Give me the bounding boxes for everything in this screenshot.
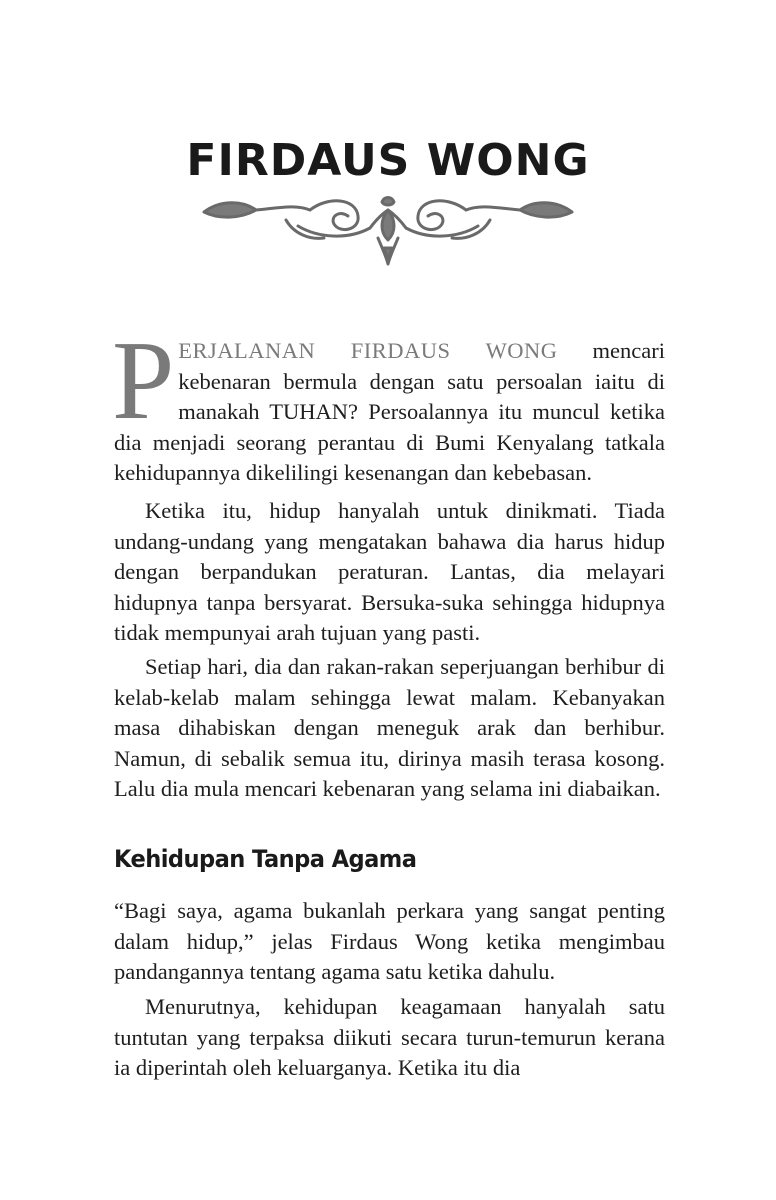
paragraph-3 — [114, 652, 665, 805]
paragraph-text: “Bagi saya, agama bukanlah perkara yang sangat penting dalam hidup,” jelas Firdaus Wong ketika mengimbau pandangannya tentang agama satu ketika dahulu. — [114, 898, 665, 984]
paragraph-5 — [114, 992, 665, 1084]
paragraph-1 — [112, 319, 665, 489]
drop-cap: P — [112, 319, 175, 443]
paragraph-4 — [114, 896, 665, 988]
flourish-divider-icon — [198, 190, 578, 270]
paragraph-text: Setiap hari, dia dan rakan-rakan seperjuangan berhibur di kelab-kelab malam sehingga lewat malam. Kebanyakan masa dihabiskan dengan meneguk arak dan berhibur. Namun, di sebalik semua itu, dirinya masih terasa kosong. Lalu dia mula mencari kebenaran yang selama ini diabaikan. — [114, 654, 665, 801]
lead-caps: ERJALANAN FIRDAUS WONG — [178, 338, 558, 363]
paragraph-text: Menurutnya, kehidupan keagamaan hanyalah satu tuntutan yang terpaksa diikuti secara turun-temurun kerana ia diperintah oleh keluarganya. Ketika itu dia — [114, 994, 665, 1080]
paragraph-text: Ketika itu, hidup hanyalah untuk dinikmati. Tiada undang-undang yang mengatakan bahawa dia harus hidup dengan berpandukan peraturan. Lantas, dia melayari hidupnya tanpa bersyarat. Bersuka-suka sehingga hidupnya tidak mempunyai arah tujuan yang pasti. — [114, 498, 665, 645]
section-heading: Kehidupan Tanpa Agama — [114, 845, 417, 873]
paragraph-2 — [114, 496, 665, 649]
paragraph-text: mencari kebenaran bermula dengan satu persoalan iaitu di manakah TUHAN? Persoalannya itu muncul ketika dia menjadi seorang perantau di Bumi Kenyalang tatkala kehidupannya dikelilingi kesenangan dan kebebasan. — [114, 338, 665, 485]
chapter-title: FIRDAUS WONG — [186, 135, 590, 186]
